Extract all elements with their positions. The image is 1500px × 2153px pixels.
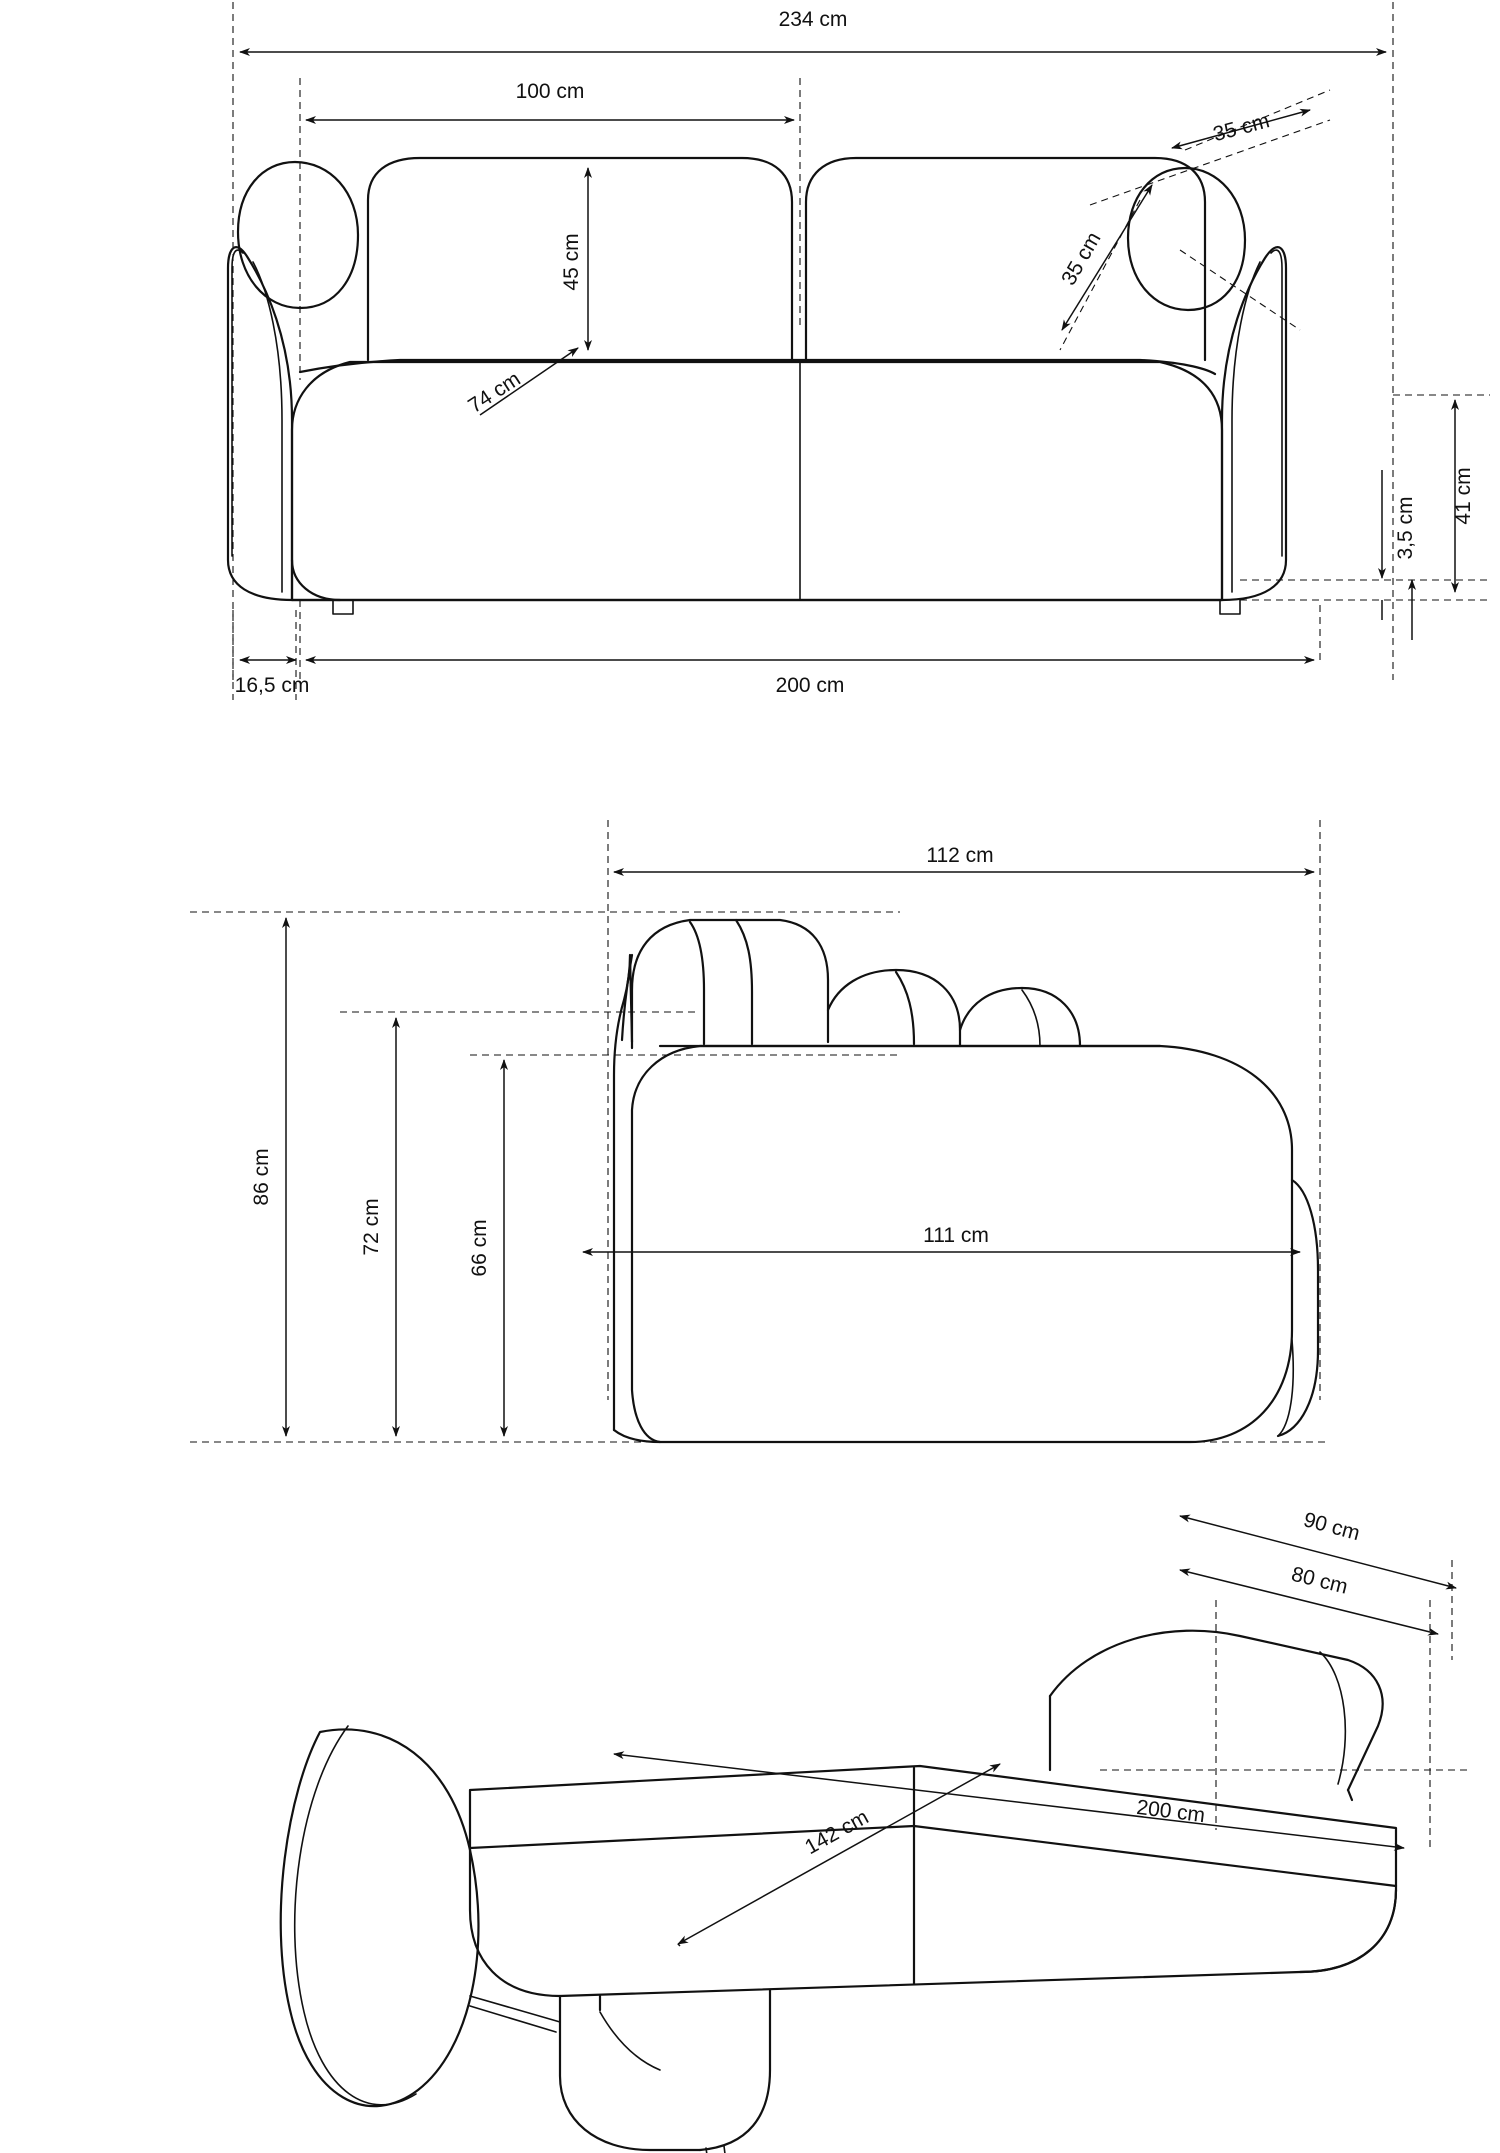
dim-seat-section-width	[306, 80, 794, 120]
side-view-extension-lines	[190, 820, 1330, 1442]
dim-label-seat-height: 41 cm	[1452, 467, 1475, 525]
dim-label-armrest-width: 16,5 cm	[234, 674, 310, 697]
dim-label-overall-depth: 112 cm	[926, 844, 994, 867]
dim-backrest-height	[560, 168, 588, 350]
dim-overall-width	[240, 8, 1386, 52]
dim-bed-width-folded	[678, 1764, 1000, 1946]
dim-label-bed-inner-depth: 80 cm	[1289, 1562, 1351, 1599]
dim-label-backrest-top-height: 72 cm	[360, 1198, 383, 1256]
dim-inner-seat-width	[306, 660, 1314, 697]
bed-view	[281, 1508, 1470, 2153]
dim-label-overall-width: 234 cm	[778, 8, 848, 31]
dim-pillow-height	[1057, 185, 1152, 330]
dim-pillow-width	[1172, 109, 1310, 148]
dim-seat-depth	[583, 1224, 1300, 1252]
dim-label-inner-seat-width: 200 cm	[775, 674, 845, 697]
dim-cushion-diagonal	[464, 348, 578, 418]
dim-label-backrest-height: 45 cm	[560, 233, 583, 291]
dim-label-arm-height: 66 cm	[468, 1219, 491, 1277]
dim-label-overall-height: 86 cm	[250, 1148, 273, 1206]
front-view-extension-lines	[233, 0, 1490, 680]
sofa-bed-outline	[281, 1631, 1396, 2153]
dim-seat-height	[1452, 400, 1475, 592]
dim-overall-height	[250, 918, 286, 1436]
dim-armrest-width	[233, 610, 309, 700]
sofa-side-outline	[614, 920, 1318, 1442]
dim-arm-height	[468, 1060, 504, 1436]
sofa-front-outline	[228, 158, 1286, 614]
dim-label-seat-depth: 111 cm	[923, 1224, 989, 1247]
dim-backrest-top-height	[360, 1018, 396, 1436]
dim-label-cushion-diagonal: 74 cm	[464, 367, 525, 418]
dim-label-pillow-width: 35 cm	[1210, 109, 1272, 147]
dim-label-pillow-height: 35 cm	[1057, 228, 1106, 290]
dim-label-seat-section-width: 100 cm	[515, 80, 585, 103]
front-view	[228, 0, 1490, 700]
dim-overall-depth	[614, 844, 1314, 872]
dim-label-bed-outer-depth: 90 cm	[1301, 1508, 1363, 1546]
dim-label-leg-height: 3,5 cm	[1394, 496, 1417, 560]
dim-label-bed-length: 200 cm	[1135, 1795, 1207, 1828]
side-view	[190, 820, 1330, 1442]
dim-label-bed-width-folded: 142 cm	[801, 1805, 873, 1860]
